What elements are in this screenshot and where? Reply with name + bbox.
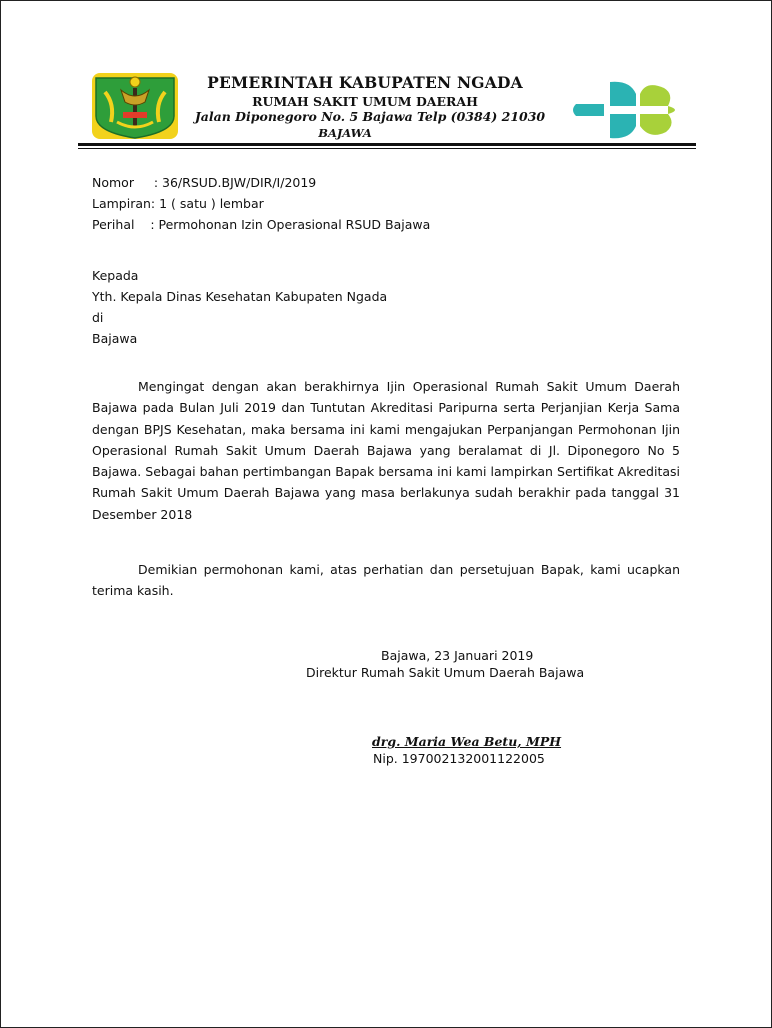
body-paragraph-1-text: Mengingat dengan akan berakhirnya Ijin Operasional Rumah Sakit Umum Daerah Bajawa pada Bulan Juli 2019 dan Tuntutan Akreditasi Paripurna serta Perjanjian Kerja Sama dengan BPJS Kesehatan, maka bersama ini kami mengajukan Perpanjangan Permohonan Ijin Operasional Rumah Sakit Umum Daerah Bajawa yang beralamat di Jl. Diponegoro No 5 Bajawa. Sebagai bahan pertimbangan Bapak bersama ini kami lampirkan Sertifikat Akreditasi Rumah Sakit Umum Daerah Bajawa yang masa berlakunya sudah berakhir pada tanggal 31 Desember 2018	[92, 379, 680, 522]
signature-nip: Nip. 197002132001122005	[373, 751, 545, 766]
recipient-name: Yth. Kepala Dinas Kesehatan Kabupaten Ngada	[92, 289, 388, 304]
letterhead-government: PEMERINTAH KABUPATEN NGADA	[207, 73, 523, 92]
letterhead-address: Jalan Diponegoro No. 5 Bajawa Telp (0384) 21030	[194, 109, 546, 124]
letterhead-hospital: RUMAH SAKIT UMUM DAERAH	[252, 94, 478, 109]
hospital-logo	[570, 80, 682, 140]
letterhead-rule-thick	[78, 143, 696, 146]
recipient-kepada: Kepada	[92, 268, 139, 283]
signature-name: drg. Maria Wea Betu, MPH	[372, 734, 562, 749]
letter-number: Nomor : 36/RSUD.BJW/DIR/I/2019	[92, 175, 317, 190]
signature-position: Direktur Rumah Sakit Umum Daerah Bajawa	[306, 665, 585, 680]
letter-subject: Perihal : Permohonan Izin Operasional RSUD Bajawa	[92, 217, 431, 232]
signature-place-date: Bajawa, 23 Januari 2019	[381, 648, 534, 663]
recipient-city: Bajawa	[92, 331, 138, 346]
body-paragraph-2-text: Demikian permohonan kami, atas perhatian dan persetujuan Bapak, kami ucapkan terima kasih.	[92, 562, 680, 599]
recipient-di: di	[92, 310, 104, 325]
letterhead-rule-thin	[78, 148, 696, 149]
letterhead-city: BAJAWA	[318, 126, 372, 140]
letter-attachment: Lampiran: 1 ( satu ) lembar	[92, 196, 264, 211]
kabupaten-emblem-logo	[91, 72, 179, 140]
body-paragraph-1	[92, 376, 680, 525]
body-paragraph-2	[92, 559, 680, 602]
